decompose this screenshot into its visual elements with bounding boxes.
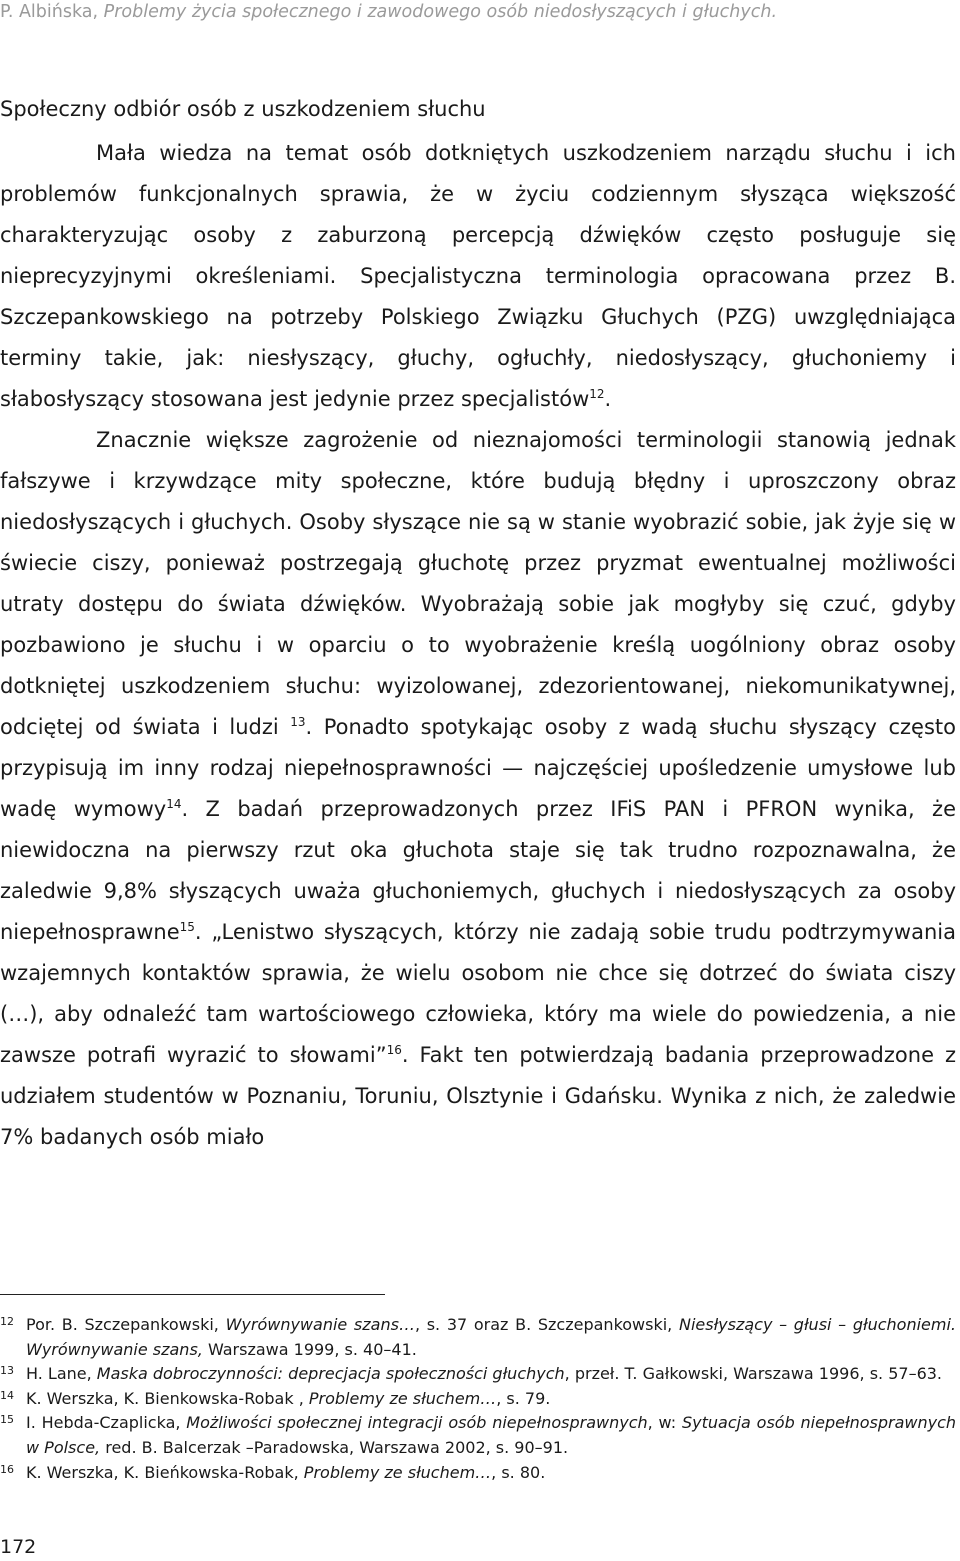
footnote-ref-14[interactable]: 14 (166, 797, 182, 811)
paragraph-2: Znacznie większe zagrożenie od nieznajomości terminologii stanowią jednak fałszywe i krzywdzące mity społeczne, które budują błędny i uproszczony obraz niedosłyszących i głuchych. Osoby słyszące nie są w stanie wyobrazić sobie, jak żyje się w świecie ciszy, ponieważ postrzegają głuchotę przez pryzmat ewentualnej możliwości utraty dostępu do świata dźwięków. Wyobrażają sobie jak mogłyby się czuć, gdyby pozbawiono je słuchu i w oparciu o to wyobrażenie kreślą uogólniony obraz osoby dotkniętej uszkodzeniem słuchu: wyizolowanej, zdezorientowanej, niekomunikatywnej, odciętej od świata i ludzi $^{13}$. Ponadto spotykając osoby z wadą słuchu słyszący często przypisują im inny rodzaj niepełnosprawności — najczęściej upośledzenie umysłowe lub wadę wymowy$^{14}$. Z badań przeprowadzonych przez IFiS PAN i PFRON wynika, że niewidoczna na pierwszy rzut oka głuchota staje się tak trudno rozpoznawalna, że zaledwie 9,8% słyszących uważa głuchoniemych, głuchych i niedosłyszących za osoby niepełnosprawne$^{15}$. „Lenistwo słyszących, którzy nie zadają sobie trudu podtrzymywania wzajemnych kontaktów sprawia, że wielu osobom nie chce się dotrzeć do świata ciszy (…), aby odnaleźć tam wartościowego człowieka, który ma wiele do powiedzenia, a nie zawsze potrafi wyrazić to słowami”$^{16}$. Fakt ten potwierdzają badania przeprowadzone z udziałem studentów w Poznaniu, Toruniu, Olsztynie i Gdańsku. Wynika z nich, że zaledwie 7% badanych osób miało (0, 428, 956, 1149)
page-number: 172 (0, 1536, 37, 1558)
footnote-ref-12[interactable]: 12 (589, 387, 605, 401)
footnote-ref-15[interactable]: 15 (179, 920, 195, 934)
footnote-separator (0, 1294, 385, 1295)
footnote-15: 15 I. Hebda-Czaplicka, Możliwości społecznej integracji osób niepełnosprawnych, w: Sytuacja osób niepełnosprawnych w Polsce, red. B. Balcerzak –Paradowska, Warszawa 2002, s. 90–91. (0, 1411, 956, 1460)
footnote-ref-13[interactable]: 13 (290, 715, 306, 729)
section-heading: Społeczny odbiór osób z uszkodzeniem słuchu (0, 97, 486, 121)
footnote-12: 12 Por. B. Szczepankowski, Wyrównywanie szans…, s. 37 oraz B. Szczepankowski, Niesłyszący – głusi – głuchoniemi. Wyrównywanie szans, Warszawa 1999, s. 40–41. (0, 1313, 956, 1362)
header-author: P. Albińska, (0, 2, 104, 22)
header-title: Problemy życia społecznego i zawodowego osób niedosłyszących i głuchych. (103, 2, 778, 22)
footnote-13: 13 H. Lane, Maska dobroczynności: deprecjacja społeczności głuchych, przeł. T. Gałkowski, Warszawa 1996, s. 57–63. (0, 1362, 956, 1387)
footnote-number: 14 (0, 1388, 14, 1402)
running-header (0, 2, 960, 22)
footnote-16: 16 K. Werszka, K. Bieńkowska-Robak, Problemy ze słuchem…, s. 80. (0, 1461, 956, 1486)
footnote-14: 14 K. Werszka, K. Bienkowska-Robak , Problemy ze słuchem…, s. 79. (0, 1387, 956, 1412)
footnote-number: 16 (0, 1462, 14, 1476)
footnote-number: 15 (0, 1413, 14, 1427)
footnote-number: 12 (0, 1315, 14, 1328)
footnote-ref-16[interactable]: 16 (386, 1043, 402, 1057)
body-text (0, 133, 956, 1158)
paragraph-1: Mała wiedza na temat osób dotkniętych uszkodzeniem narządu słuchu i ich problemów funkcjonalnych sprawia, że w życiu codziennym słysząca większość charakteryzując osoby z zaburzoną percepcją dźwięków często posługuje się nieprecyzyjnymi określeniami. Specjalistyczna terminologia opracowana przez B. Szczepankowskiego na potrzeby Polskiego Związku Głuchych (PZG) uwzględniająca terminy takie, jak: niesłyszący, głuchy, ogłuchły, niedosłyszący, głuchoniemy i słabosłyszący stosowana jest jedynie przez specjalistów$^{12}$. (0, 141, 956, 411)
footnotes (0, 1313, 956, 1485)
footnote-number: 13 (0, 1364, 14, 1378)
